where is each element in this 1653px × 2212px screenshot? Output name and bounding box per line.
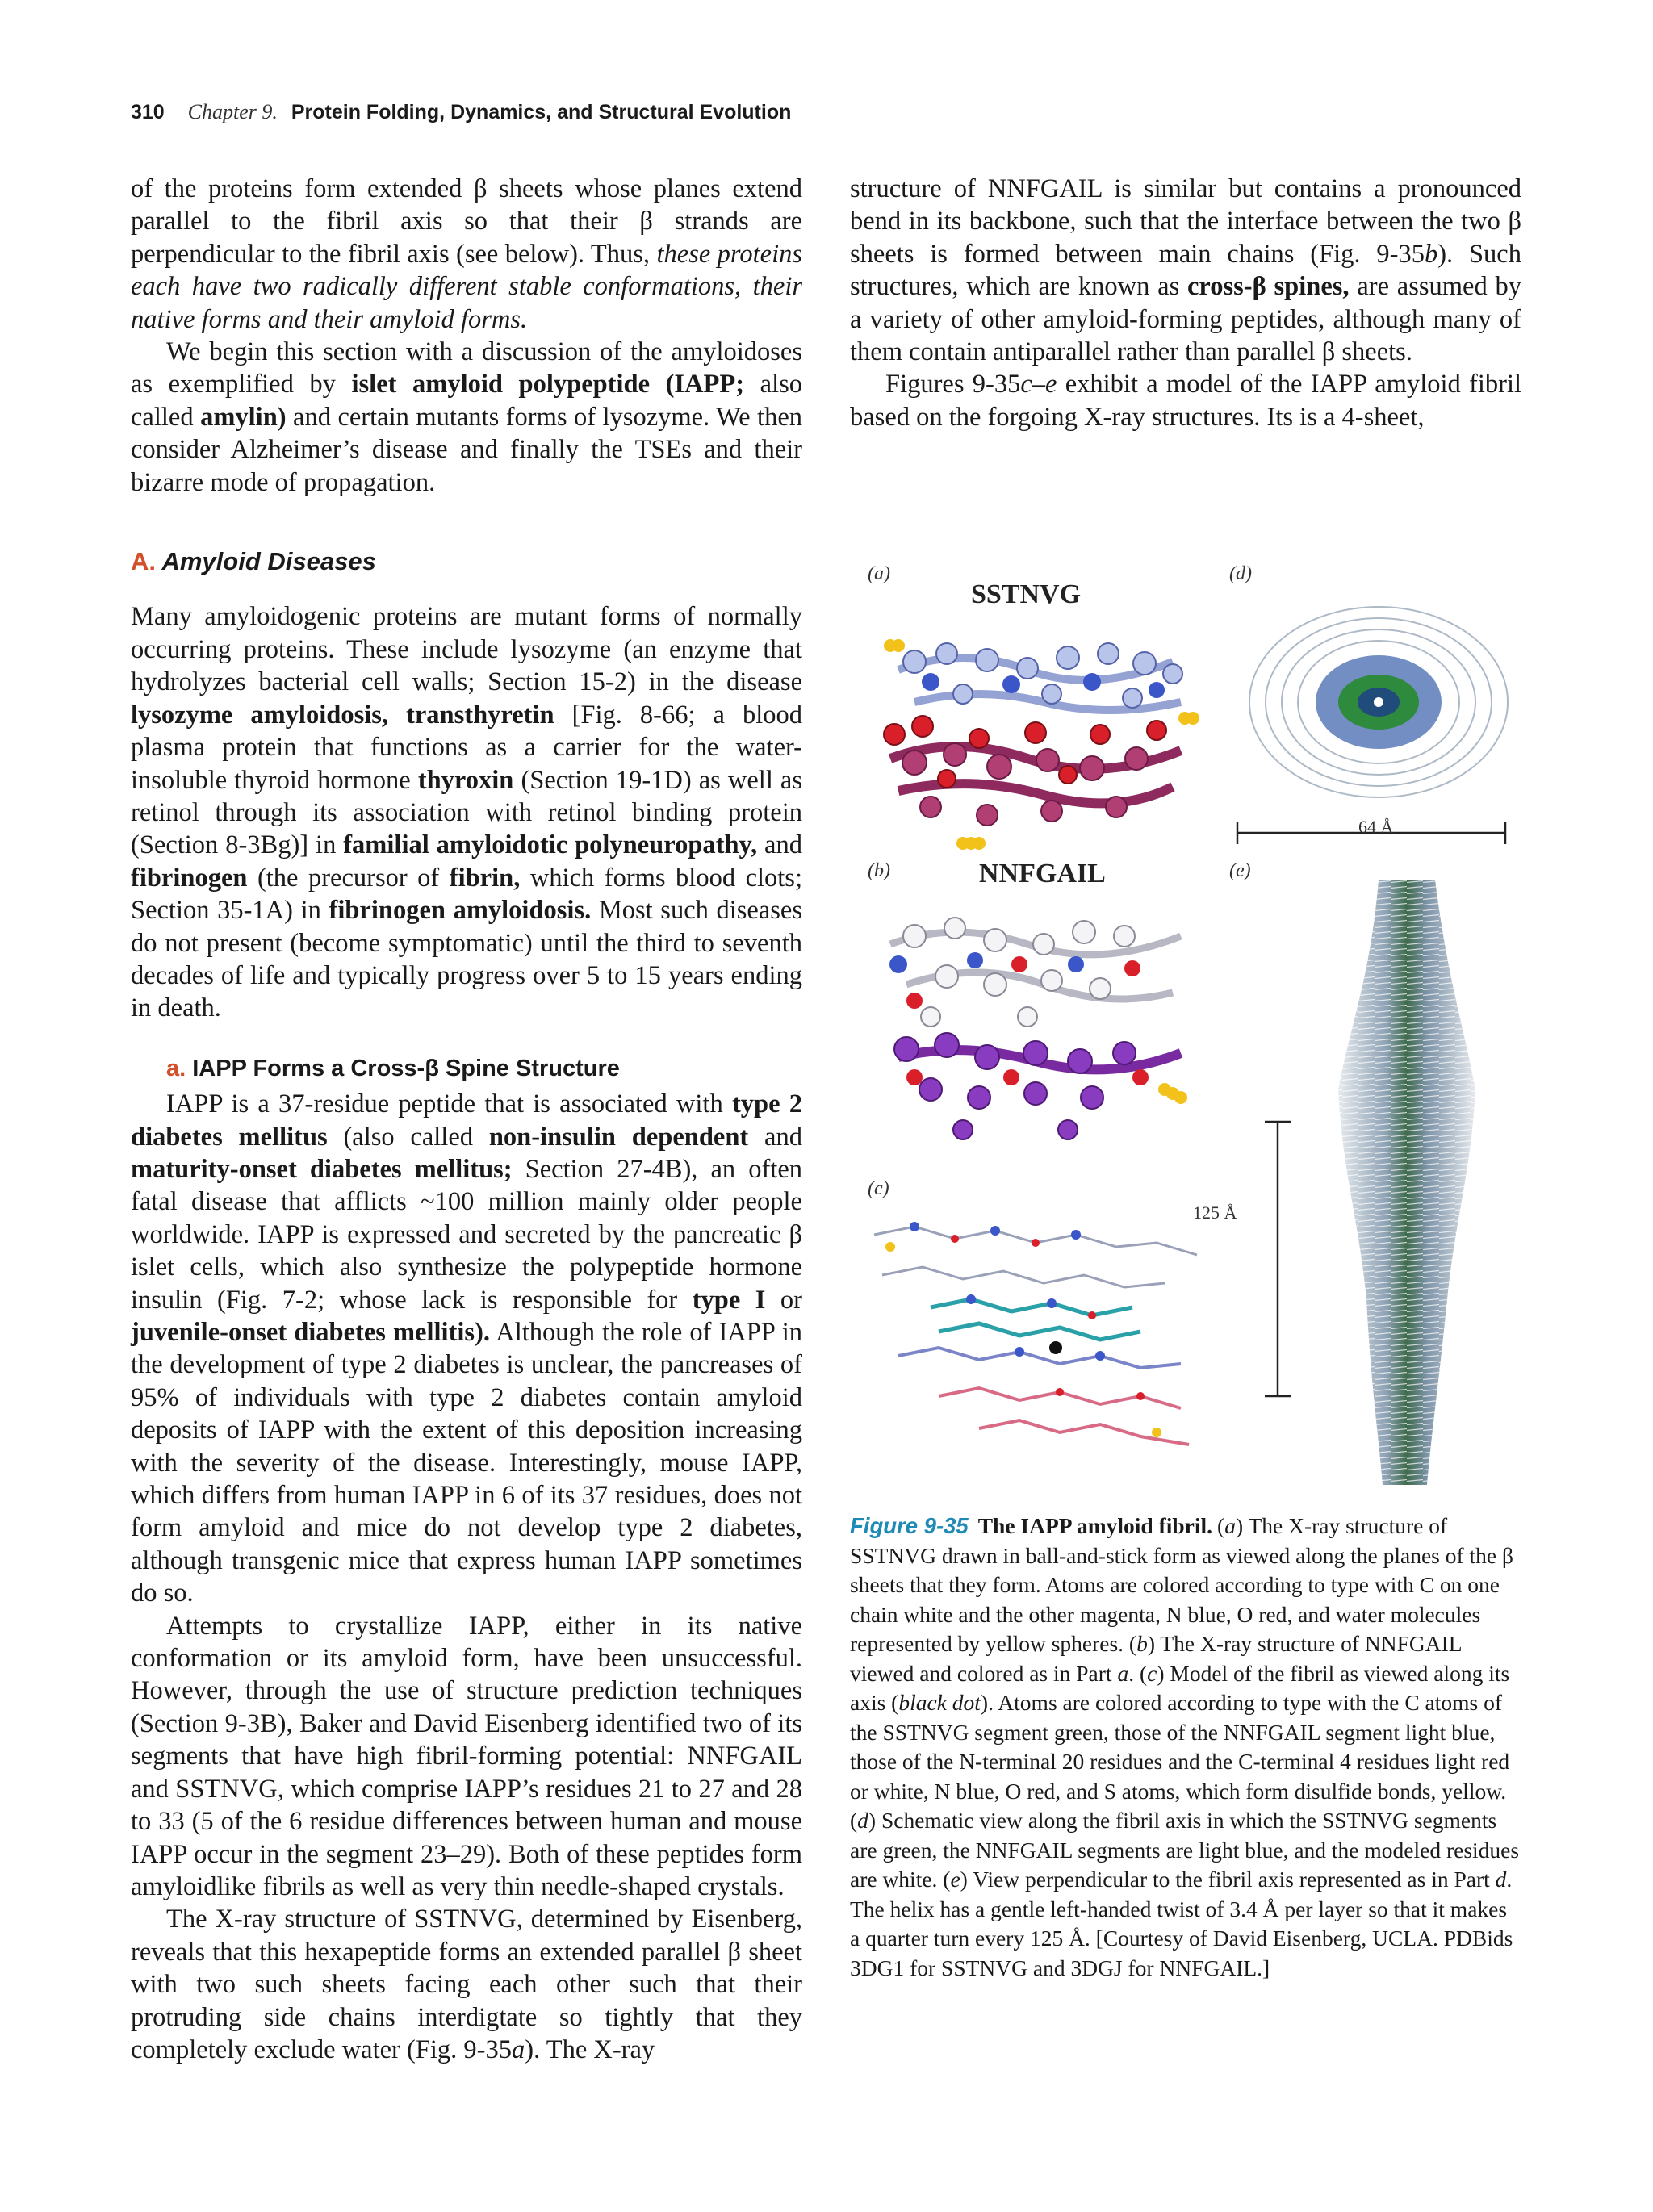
panel-e-side-view [1213, 880, 1521, 1493]
paragraph: Attempts to crystallize IAPP, either in its native conformation or its amyloid form, have been unsuccessful. However, through the use of structure prediction techniques (Section 9-3B), Baker and David Eisenberg identified two of its segments that have high fibril-forming potential: NNFGAIL and SSTNVG, which comprise IAPP’s residues 21 to 27 and 28 to 33 (5 of the 6 residue differences between human and mouse IAPP occur in the segment 23–29). Both of these peptides form amyloidlike fibrils as well as very thin needle-shaped crystals. [131, 1611, 802, 1901]
figure-caption: Figure 9-35 The IAPP amyloid fibril. (a) The X-ray structure of SSTNVG drawn in ball-and-stick form as viewed along the planes of the β sheets that they form. Atoms are colored according to type with C on one chain white and the other magenta, N blue, O red, and water molecules represented by yellow spheres. (b) The X-ray structure of NNFGAIL viewed and colored as in Part a. (c) Model of the fibril as viewed along its axis (black dot). Atoms are colored according to type with the C atoms of the SSTNVG segment green, those of the NNFGAIL segment light blue, those of the N-terminal 20 residues and the C-terminal 4 residues light red or white, N blue, O red, and S atoms, which form disulfide bonds, yellow. (d) Schematic view along the fibril axis in which the SSTNVG segments are green, the NNFGAIL segments are light blue, and the modeled residues are white. (e) View perpendicular to the fibril axis represented as in Part d. The helix has a gentle left-handed twist of 3.4 Å per layer so that it makes a quarter turn every 125 Å. [Courtesy of David Eisenberg, UCLA. PDBids 3DG1 for SSTNVG and 3DGJ for NNFGAIL.] [850, 1513, 1520, 1980]
paragraph: of the proteins form extended β sheets whose planes extend parallel to the fibril axis so that their β strands are perpendicular to the fibril axis (see below). Thus, these proteins each have two radically different stable conformations, their native forms and their amyloid forms. [131, 174, 802, 334]
panel-a-ball-and-stick [866, 613, 1213, 855]
figure-number: Figure 9-35 [850, 1513, 969, 1538]
running-header [131, 100, 1551, 124]
paragraph: Figures 9-35c–e exhibit a model of the IAPP amyloid fibril based on the forgoing X-ray structures. Its is a 4-sheet, [850, 370, 1521, 432]
left-column [131, 173, 802, 2066]
chapter-label: Chapter 9. [187, 100, 278, 123]
section-heading: A. Amyloid Diseases [131, 547, 376, 576]
paragraph: structure of NNFGAIL is similar but contains a pronounced bend in its backbone, such that the interface between the two β sheets is formed between main chains (Fig. 9-35b). Such structures, which are known as cross-β spines, are assumed by a variety of other amyloid-forming peptides, although many of them contain antiparallel rather than parallel β sheets. [850, 174, 1521, 367]
panel-label-a: (a) [868, 563, 890, 584]
panel-label-b: (b) [868, 860, 890, 881]
panel-label-c: (c) [868, 1178, 889, 1199]
paragraph: Many amyloidogenic proteins are mutant forms of normally occurring proteins. These include lysozyme (an enzyme that hydrolyzes bacterial cell walls; Section 15-2) in the disease lysozyme amyloidosis, transthyretin [Fig. 8-66; a blood plasma protein that functions as a carrier for the water-insoluble thyroid hormone thyroxin (Section 19-1D) as well as retinol through its association with retinol binding protein (Section 8-3Bg)] in familial amyloidotic polyneuropathy, and fibrinogen (the precursor of fibrin, which forms blood clots; Section 35-1A) in fibrinogen amyloidosis. Most such diseases do not present (become symptomatic) until the third to seventh decades of life and typically progress over 5 to 15 years ending in death. [131, 602, 802, 1023]
figure-9-35 [850, 557, 1521, 1493]
panel-label-e: (e) [1229, 860, 1251, 881]
panel-b-ball-and-stick [866, 896, 1213, 1154]
subsection-heading: a. IAPP Forms a Cross-β Spine Structure [166, 1055, 620, 1081]
paragraph: IAPP is a 37-residue peptide that is associated with type 2 diabetes mellitus (also called non-insulin dependent and maturity-onset diabetes mellitus; Section 27-4B), an often fatal disease that afflicts ~100 million mainly older people worldwide. IAPP is expressed and secreted by the pancreatic β islet cells, which also synthesize the polypeptide hormone insulin (Fig. 7-2; whose lack is responsible for type I or juvenile-onset diabetes mellitis). Although the role of IAPP in the development of type 2 diabetes is unclear, the pancreases of 95% of individuals with type 2 diabetes contain amyloid deposits of IAPP with the extent of this deposition increasing with the severity of the disease. Interestingly, mouse IAPP, which differs from human IAPP in 6 of its 37 residues, does not form amyloid and mice do not develop type 2 diabetes, although transgenic mice that express human IAPP sometimes do so. [131, 1089, 803, 1608]
figure-title: The IAPP amyloid fibril. [977, 1513, 1213, 1538]
scale-label-e: 125 Å [1193, 1202, 1237, 1223]
paragraph: The X-ray structure of SSTNVG, determined by Eisenberg, reveals that this hexapeptide forms an extended parallel β sheet with two such sheets facing each other such that their protruding side chains interdigtate so tightly that they completely exclude water (Fig. 9-35a). The X-ray [131, 1905, 802, 2064]
page-number: 310 [131, 101, 165, 123]
paragraph: We begin this section with a discussion of the amyloidoses as exemplified by islet amyloid polypeptide (IAPP; also called amylin) and certain mutants forms of lysozyme. We then consider Alzheimer’s disease and finally the TSEs and their bizarre mode of propagation. [131, 337, 803, 497]
scale-label-d: 64 Å [1358, 817, 1394, 837]
chapter-title: Protein Folding, Dynamics, and Structural Evolution [291, 101, 792, 123]
right-column-text [850, 173, 1521, 433]
panel-b-title: NNFGAIL [979, 859, 1106, 889]
panel-c-fibril-model [866, 1202, 1221, 1469]
panel-label-d: (d) [1229, 563, 1252, 584]
panel-a-title: SSTNVG [971, 579, 1082, 609]
